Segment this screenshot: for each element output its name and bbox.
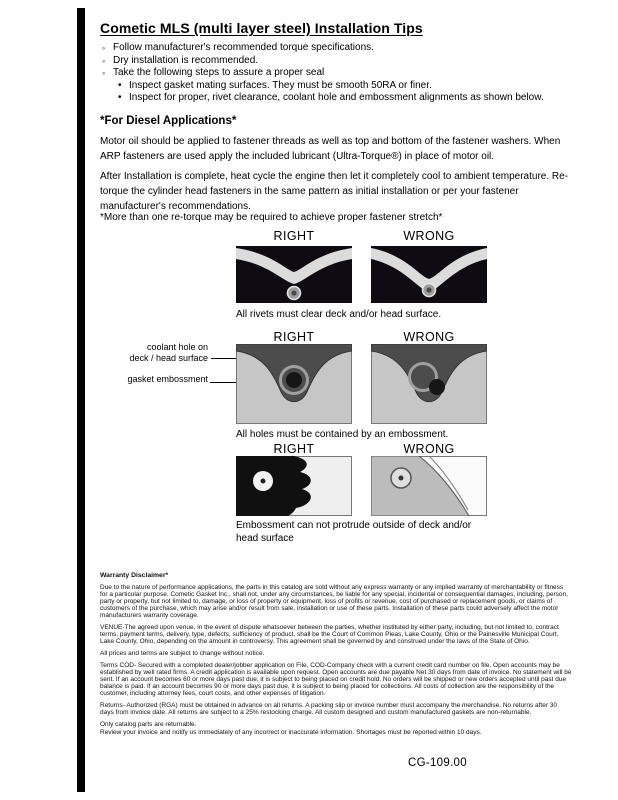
filled-bullet-icon: • — [118, 79, 122, 91]
retorque-note: *More than one re-torque may be required to achieve proper fastener stretch* — [100, 212, 443, 223]
right-label-row3: RIGHT — [273, 442, 315, 456]
page-number: CG-109.00 — [408, 757, 467, 769]
disclaimer-paragraph: Only catalog parts are returnable. — [100, 721, 197, 728]
list-item — [102, 42, 584, 55]
rivet-clearance-right-diagram — [236, 246, 352, 303]
disclaimer-paragraph: Due to the nature of performance applications, the parts in this catalog are sold without any express warranty or any implied warranty of merchantability or fitness for a particular purpose. Cometic Gasket Inc., shall not, under any circumstances, be liable for any special, incidental or consequential damages, including, person, party or property, but not limited to, damage, or loss of property or equipment, loss of profits or revenue, cost of purchased or replacement goods, or claims of customers of the purchase, which may arise and/or result from sale, installation or use of these parts. Installation of these parts could adversely affect the motor manufacturers warranty coverage. — [100, 584, 568, 619]
tips-list — [102, 42, 584, 105]
disclaimer-paragraph: Returns- Authorized (RGA) must be obtained in advance on all returns. A packing slip or invoice number must accompany the merchandise. No returns after 30 days from invoice date. All returns are subject to a 25% restocking charge. All custom designed and custom manufactured gaskets are non-returnable. — [100, 702, 558, 716]
open-bullet-icon: ◦ — [102, 55, 106, 66]
wrong-label-row1: WRONG — [403, 229, 455, 243]
diesel-applications-heading: *For Diesel Applications* — [100, 115, 237, 127]
coolant-hole-callout — [118, 342, 208, 364]
disclaimer-paragraph: All prices and terms are subject to change without notice. — [100, 650, 265, 657]
tip-text: Follow manufacturer's recommended torque specifications. — [113, 42, 374, 53]
coolant-hole-callout-line1: coolant hole on — [146, 342, 208, 352]
right-label-row1: RIGHT — [273, 229, 315, 243]
warranty-disclaimer — [100, 572, 572, 741]
warranty-disclaimer-heading: Warranty Disclaimer* — [100, 572, 169, 579]
coolant-hole-wrong-diagram — [371, 344, 487, 424]
tip-text: Dry installation is recommended. — [113, 54, 259, 66]
rivet-clearance-wrong-diagram — [371, 246, 487, 303]
page-title: Cometic MLS (multi layer steel) Installation Tips — [100, 20, 423, 36]
wrong-label-row2: WRONG — [403, 330, 455, 344]
coolant-hole-right-diagram — [236, 344, 352, 424]
caption-embossment: Embossment can not protrude outside of deck and/or head surface — [236, 520, 472, 544]
page-left-border — [77, 8, 85, 792]
tip-text: Inspect gasket mating surfaces. They must be smooth 50RA or finer. — [129, 79, 432, 91]
tip-text: Inspect for proper, rivet clearance, coolant hole and embossment alignments as shown below. — [129, 92, 544, 103]
list-item — [102, 67, 584, 80]
embossment-wrong-diagram — [371, 456, 487, 516]
diesel-paragraph-2: After Installation is complete, heat cycle the engine then let it completely cool to ambient temperature. Re-torque the cylinder head fasteners in the same pattern as initial installation or per your fastener manufacturer's recommendations. — [100, 171, 569, 212]
right-label-row2: RIGHT — [273, 330, 315, 344]
caption-rivets: All rivets must clear deck and/or head surface. — [236, 309, 442, 320]
tip-text: Take the following steps to assure a proper seal — [113, 67, 325, 78]
gasket-embossment-callout: gasket embossment — [127, 374, 208, 384]
disclaimer-paragraph: Terms COD- Secured with a completed dealer/jobber application on File, COD-Company check with a current credit card number on file. Open accounts may be established by well rated firms. A credit application is available upon request. Open accounts are due payable Net 30 days from date of invoice. No statement will be sent. If an account becomes 60 or more days past due, it is subject to being placed on credit hold. No orders will be shipped or new orders accepted until past due balance is paid. If an account becomes 90 or more days past due, it is subject to being placed for collections. All costs of collection are the responsibility of the customer, including attorney fees, court costs, and other expenses of litigation. — [100, 662, 572, 697]
list-item — [118, 92, 584, 105]
embossment-right-diagram — [236, 456, 352, 516]
caption-holes: All holes must be contained by an embossment. — [236, 429, 449, 440]
coolant-hole-callout-line2: deck / head surface — [129, 353, 208, 363]
list-item — [102, 55, 584, 68]
wrong-label-row3: WRONG — [403, 442, 455, 456]
diesel-paragraph-1: Motor oil should be applied to fastener threads as well as top and bottom of the fastener washers. When ARP fasteners are used apply the included lubricant (Ultra-Torque®) in place of motor oil. — [100, 136, 561, 162]
filled-bullet-icon: • — [118, 92, 122, 103]
open-bullet-icon: ◦ — [102, 43, 106, 53]
disclaimer-paragraph: VENUE-The agreed upon venue, in the event of dispute whatsoever between the parties, whether instituted by either party, including, but not limited to, contract terms, payment terms, delivery, type, defects, sufficiency of product, shall be the Court of Common Pleas, Lake County, Ohio or the Painesville Municipal Court, Lake County, Ohio, depending on the amount in controversy. This agreement shall be governed by and construed under the laws of the State of Ohio. — [100, 624, 559, 645]
open-bullet-icon: ◦ — [102, 68, 106, 78]
disclaimer-paragraph: Review your invoice and notify us immediately of any incorrect or inaccurate information. Shortages must be reported within 10 days. — [100, 729, 482, 736]
list-item — [118, 80, 584, 93]
